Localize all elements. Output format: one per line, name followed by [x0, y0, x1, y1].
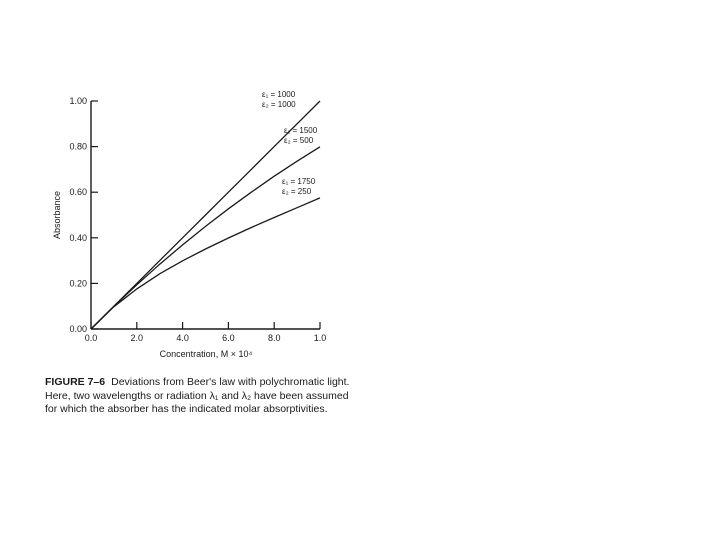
x-tick-label: 0.0	[84, 333, 98, 343]
y-tick-label: 0.40	[69, 232, 87, 243]
x-tick-label: 8.0	[267, 333, 281, 343]
series-1-epsilon-1: ε₁ = 1000	[262, 90, 296, 99]
x-tick-label: 4.0	[176, 333, 189, 343]
series-3-epsilon-2: ε₂ = 250	[282, 187, 312, 196]
x-tick-label: 6.0	[222, 333, 235, 343]
series-line-2	[91, 147, 320, 329]
y-tick-label: 0.20	[69, 278, 87, 289]
figure-label: FIGURE 7–6	[45, 376, 106, 388]
y-tick-label: 0.80	[69, 141, 87, 152]
x-tick-label: 2.0	[130, 333, 144, 343]
y-axis-title: Absorbance	[52, 190, 62, 240]
y-tick-label: 0.00	[69, 324, 87, 334]
series-2-epsilon-2: ε₂ = 500	[284, 136, 314, 145]
series-1-epsilon-2: ε₂ = 1000	[262, 100, 296, 109]
y-tick-label: 0.60	[69, 187, 87, 198]
figure-caption	[45, 376, 355, 417]
y-tick-label: 1.00	[69, 96, 87, 106]
annotations	[262, 90, 318, 196]
series-line-3	[91, 198, 320, 329]
x-tick-label: 1.0	[313, 333, 327, 343]
x-axis-title: Concentration, M × 10⁴	[159, 349, 253, 359]
caption-text: Deviations from Beer's law with polychromatic light. Here, two wavelengths or radiation λ₁ and λ₂ have been assumed for which the absorber has the indicated molar absorptivities.	[45, 376, 350, 415]
series-2-epsilon-1: ε₁ = 1500	[284, 126, 318, 135]
series-3-epsilon-1: ε₁ = 1750	[282, 177, 316, 186]
